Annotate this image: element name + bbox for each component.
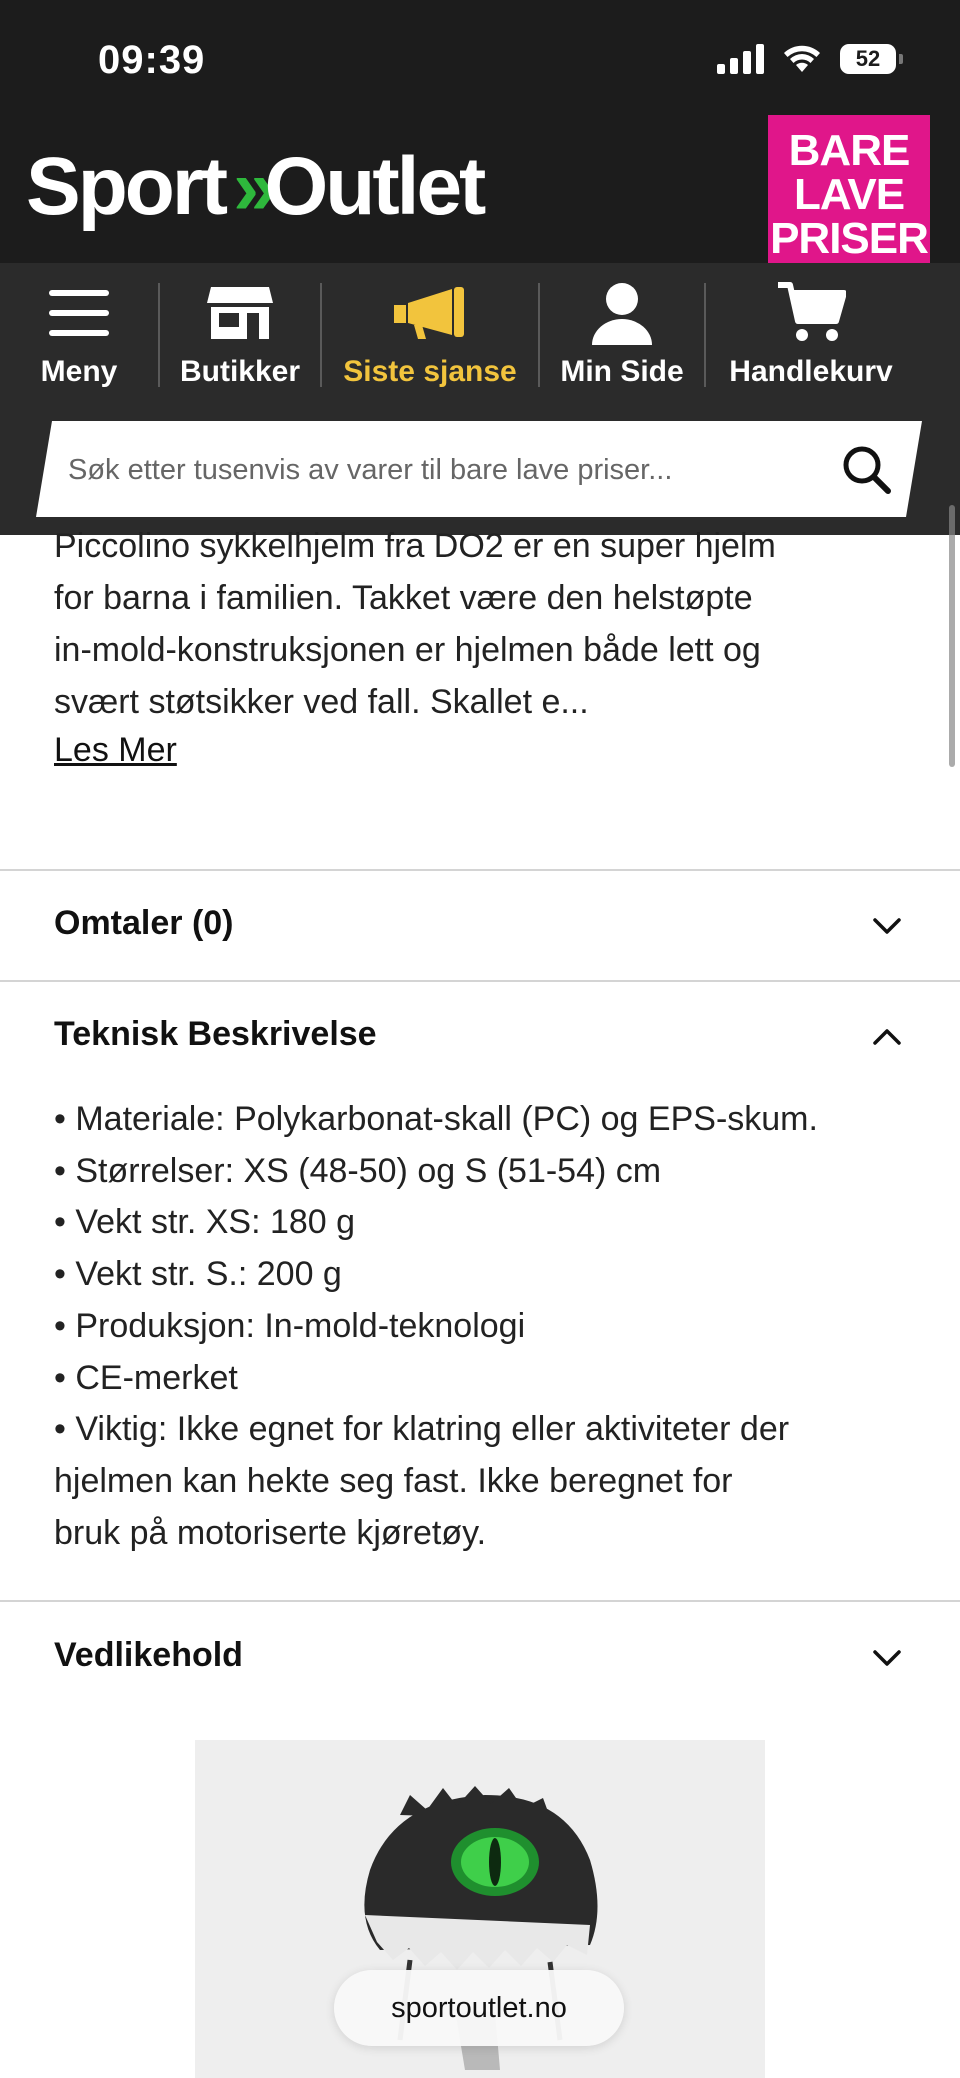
maintenance-section-header[interactable]: Vedlikehold [54,1636,243,1674]
description-line: Piccolino sykkelhjelm fra DO2 er en super hjelm [54,527,776,565]
technical-description-content [54,1094,934,1559]
chevron-down-icon[interactable] [872,1648,902,1668]
promo-line: BARE [788,126,910,175]
spec-line: • CE-merket [54,1358,238,1397]
search-icon[interactable] [840,443,892,495]
nav-item-butikker[interactable] [160,263,320,407]
product-description [54,520,914,728]
main-nav [0,263,960,407]
store-icon [205,285,275,341]
nav-label: Min Side [560,355,684,388]
description-line: for barna i familien. Takket være den helstøpte [54,579,753,617]
status-icons [717,44,896,74]
megaphone-icon [392,285,468,341]
cart-icon [776,281,846,345]
logo-chevrons-icon: » [233,142,257,231]
scrollbar[interactable] [949,505,955,767]
browser-url-bar[interactable]: sportoutlet.no [334,1970,624,2046]
spec-line: bruk på motoriserte kjøretøy. [54,1513,487,1552]
search-box [36,421,922,517]
wifi-icon [782,44,822,74]
promo-line: PRISER [770,214,928,263]
spec-line: • Vekt str. S.: 200 g [54,1255,342,1294]
nav-item-handlekurv[interactable] [706,263,916,407]
search-bar [0,407,960,535]
battery-indicator: 52 [840,44,896,74]
logo-text-sport: Sport [26,141,226,232]
chevron-up-icon[interactable] [872,1027,902,1047]
description-line: in-mold-konstruksjonen er hjelmen både lett og [54,631,761,669]
read-more-link[interactable]: Les Mer [54,731,177,769]
technical-description-header[interactable]: Teknisk Beskrivelse [54,1015,377,1053]
user-icon [590,281,654,345]
app-header [0,0,960,263]
spec-line: hjelmen kan hekte seg fast. Ikke beregnet for [54,1461,733,1500]
search-input[interactable] [66,421,830,519]
nav-item-min-side[interactable] [540,263,704,407]
section-divider [0,869,960,871]
nav-label: Butikker [179,355,301,388]
nav-item-siste-sjanse[interactable] [322,263,538,407]
section-divider [0,980,960,982]
nav-label: Handlekurv [729,355,893,388]
promo-line: LAVE [793,170,905,219]
bare-lave-priser-badge [768,115,930,275]
spec-line: • Viktig: Ikke egnet for klatring eller aktiviteter der [54,1410,790,1449]
reviews-section-header[interactable]: Omtaler (0) [54,904,234,942]
nav-label: Meny [40,355,118,388]
spec-line: • Produksjon: In-mold-teknologi [54,1306,526,1345]
chevron-down-icon[interactable] [872,916,902,936]
description-line: svært støtsikker ved fall. Skallet e... [54,683,589,721]
section-divider [0,1600,960,1602]
nav-item-meny[interactable] [0,263,158,407]
status-time: 09:39 [98,38,206,82]
spec-line: • Materiale: Polykarbonat-skall (PC) og EPS-skum. [54,1100,818,1138]
sport-outlet-logo[interactable] [26,140,483,234]
logo-text-outlet: Outlet [264,141,484,232]
spec-line: • Vekt str. XS: 180 g [54,1203,356,1242]
nav-label: Siste sjanse [343,355,517,388]
spec-line: • Størrelser: XS (48-50) og S (51-54) cm [54,1151,662,1190]
cellular-signal-icon [717,44,764,74]
hamburger-menu-icon [49,288,109,338]
